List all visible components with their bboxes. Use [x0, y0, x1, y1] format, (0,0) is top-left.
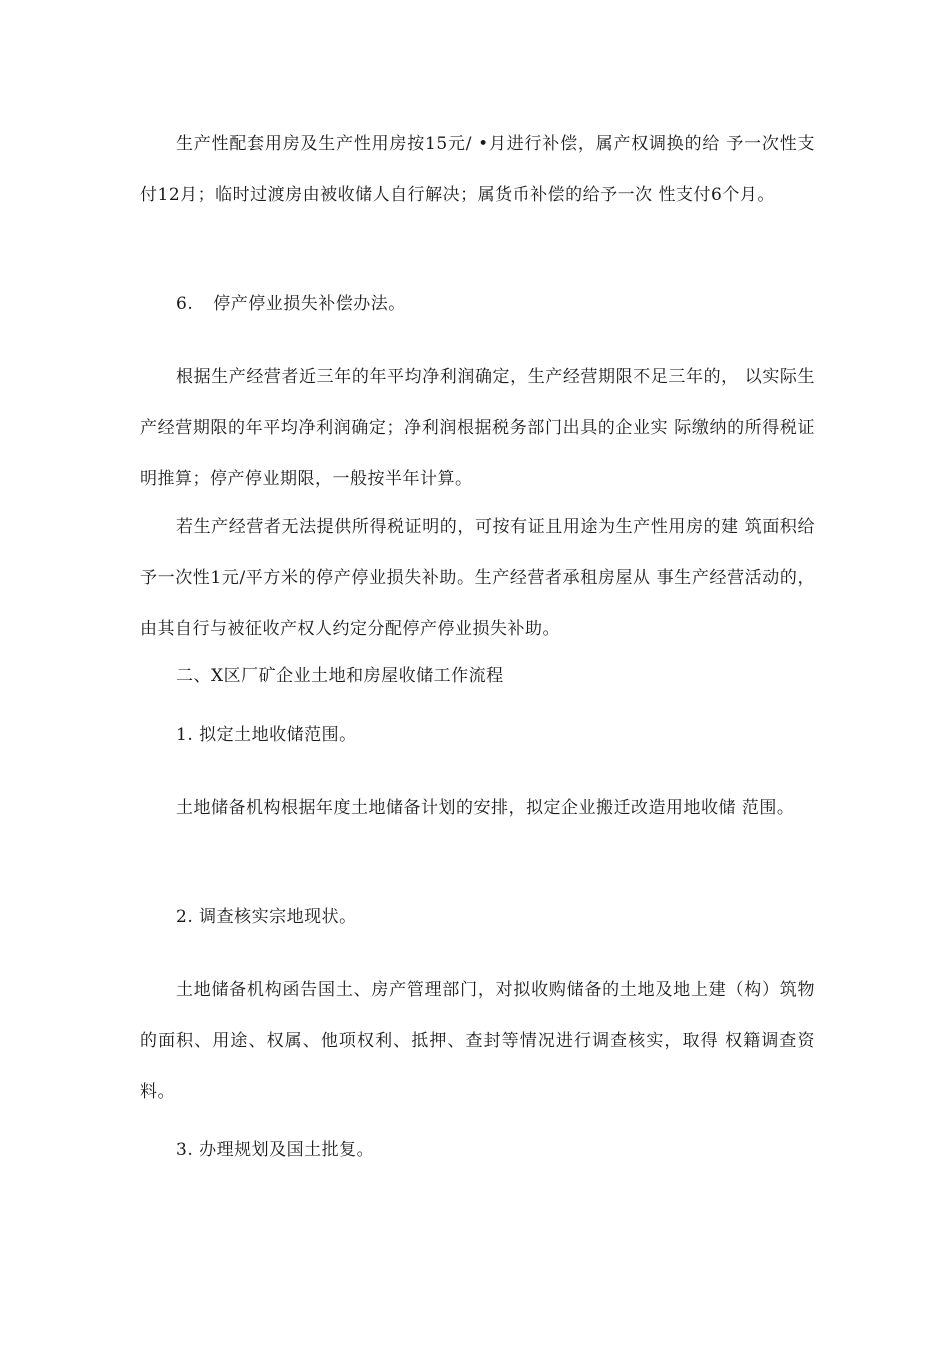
step-heading-3: 3. 办理规划及国土批复。 — [176, 1140, 375, 1160]
section-heading-6 — [176, 292, 406, 316]
paragraph-profit-basis: 根据生产经营者近三年的年平均净利润确定，生产经营期限不足三年的， 以实际生产经营期限的年平均净利润确定；净利润根据税务部门出具的企业实 际缴纳的所得税证明推算；停产停业期限，一般按半年计算。 — [140, 367, 815, 489]
section-number: 6. — [176, 294, 194, 314]
section-title: 停产停业损失补偿办法。 — [213, 294, 406, 314]
step-heading-2: 2. 调查核实宗地现状。 — [176, 907, 357, 927]
paragraph-compensation-rate: 生产性配套用房及生产性用房按15元/ •月进行补偿，属产权调换的给 予一次性支付12月；临时过渡房由被收储人自行解决；属货币补偿的给予一次 性支付6个月。 — [140, 134, 815, 205]
paragraph-step-2: 土地储备机构函告国土、房产管理部门，对拟收购储备的土地及地上建（构）筑物的面积、用途、权属、他项权利、抵押、查封等情况进行调查核实，取得 权籍调查资料。 — [140, 980, 815, 1102]
paragraph-step-1: 土地储备机构根据年度土地储备计划的安排，拟定企业搬迁改造用地收储 范围。 — [176, 798, 795, 818]
step-heading-1: 1. 拟定土地收储范围。 — [176, 725, 357, 745]
section-heading-workflow: 二、X区厂矿企业土地和房屋收储工作流程 — [176, 666, 504, 686]
paragraph-no-tax-certificate: 若生产经营者无法提供所得税证明的，可按有证且用途为生产性用房的建 筑面积给予一次性1元/平方米的停产停业损失补助。生产经营者承租房屋从 事生产经营活动的，由其自行与被征收产权人约定分配停产停业损失补助。 — [140, 517, 815, 639]
